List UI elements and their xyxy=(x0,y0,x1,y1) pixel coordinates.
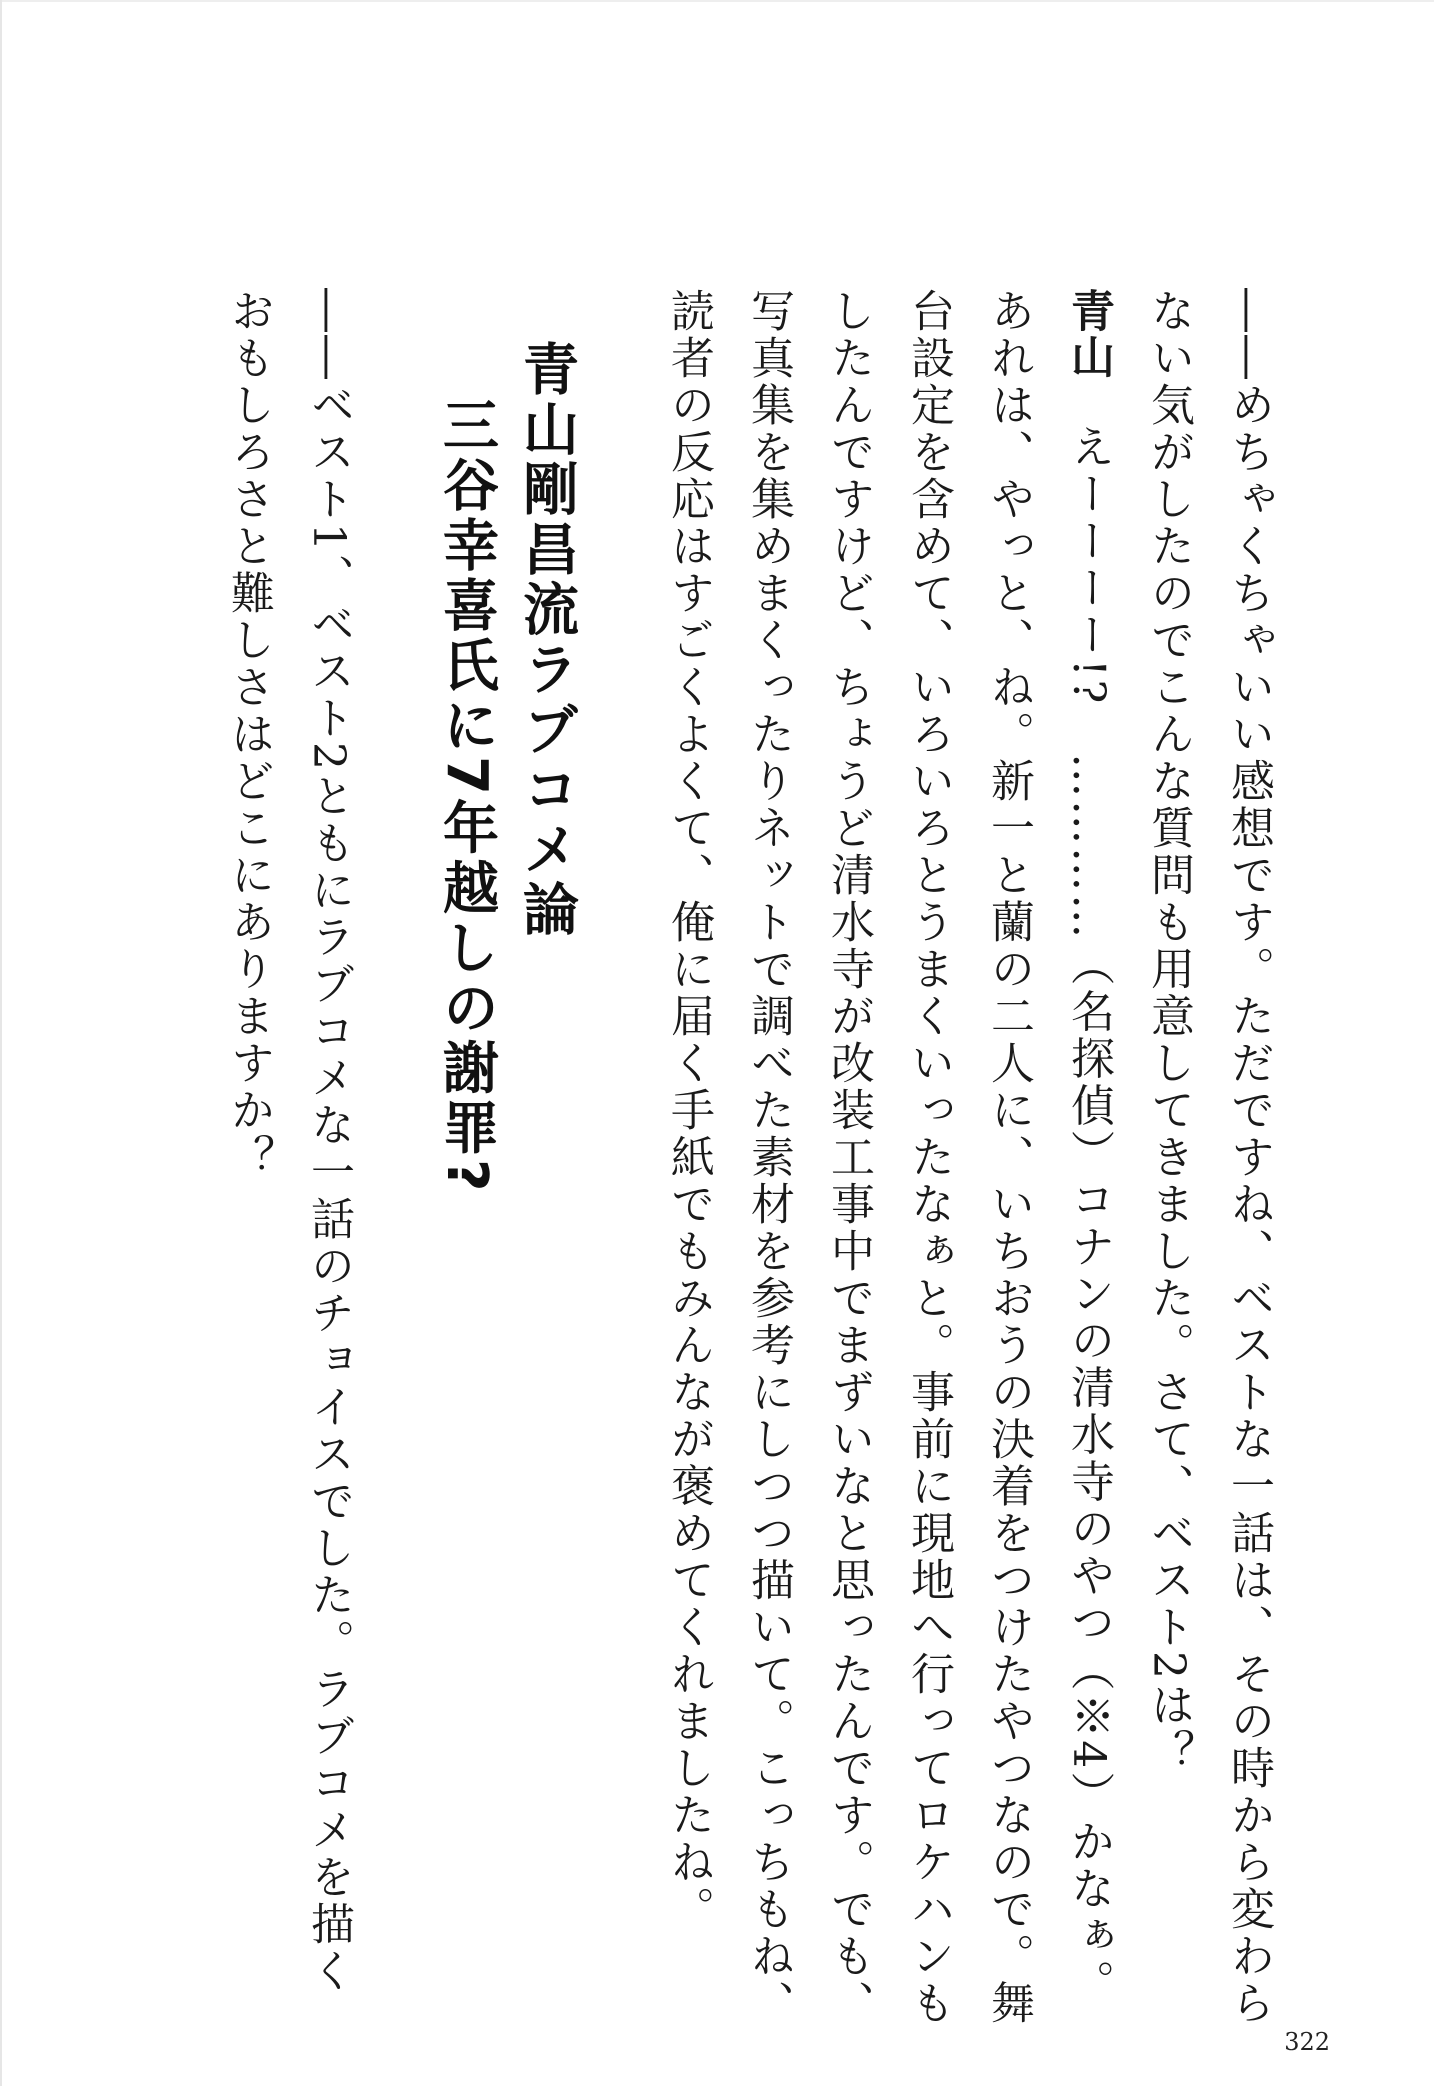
interview-line-4: あれは、やっと、ね。新一と蘭の二人に、いちおうの決着をつけたやつなので。舞 xyxy=(983,288,1034,2027)
interview-line-5: 台設定を含めて、いろいろとうまくいったなぁと。事前に現地へ行ってロケハンも xyxy=(903,288,954,2027)
interview-line-7: 写真集を集めまくったりネットで調べた素材を参考にしつつ描いて。こっちもね、 xyxy=(743,288,794,2027)
interview-line-6: したんですけど、ちょうど清水寺が改装工事中でまずいなと思ったんです。でも、 xyxy=(823,288,874,2027)
section-heading-line-1: 青山剛昌流ラブコメ論 xyxy=(514,340,579,940)
section-heading-line-2: 三谷幸喜氏に7年越しの謝罪? xyxy=(434,396,499,1196)
page-number: 322 xyxy=(1284,2028,1330,2056)
interview-line-8: 読者の反応はすごくよくて、俺に届く手紙でもみんなが褒めてくれましたね。 xyxy=(663,288,714,1933)
question-line-1: ――ベスト1、ベスト2ともにラブコメな一話のチョイスでした。ラブコメを描く xyxy=(303,288,354,1995)
interview-line-3 xyxy=(1048,288,1128,2006)
question-line-2: おもしろさと難しさはどこにありますか？ xyxy=(223,288,274,1181)
speaker-name: 青山 xyxy=(1063,288,1114,380)
interview-line-2: ない気がしたのでこんな質問も用意してきました。さて、ベスト2は？ xyxy=(1143,288,1194,1776)
speaker-remark: えーーーー!? …………（名探偵）コナンの清水寺のやつ（※4）かなぁ。 xyxy=(1063,424,1114,2007)
interview-line-1: ――めちゃくちゃいい感想です。ただですね、ベストな一話は、その時から変わら xyxy=(1223,288,1274,2027)
